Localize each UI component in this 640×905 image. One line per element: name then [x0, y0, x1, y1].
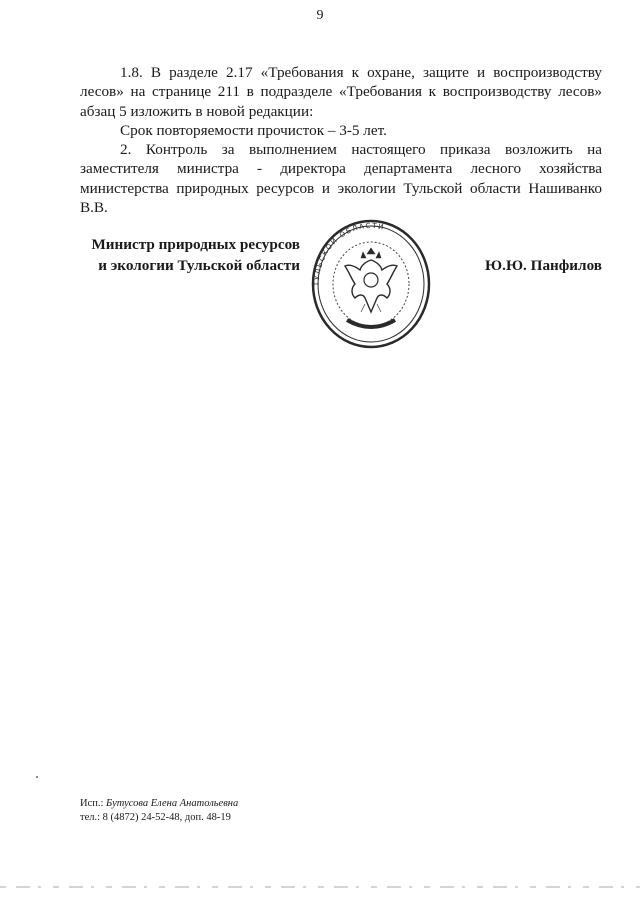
document-body: [80, 63, 602, 217]
official-seal-icon: [303, 212, 433, 352]
signature-title-line2: и экологии Тульской области: [98, 257, 300, 274]
seal-text: ТУЛЬСКОЙ ОБЛАСТИ: [312, 221, 386, 287]
executor-line: [80, 797, 238, 811]
signature-title-line1: Министр природных ресурсов: [91, 236, 300, 253]
signature-name: Ю.Ю. Панфилов: [485, 257, 602, 274]
executor-name: Бутусова Елена Анатольевна: [106, 798, 239, 809]
page-number: 9: [316, 8, 324, 23]
paragraph-1-8: 1.8. В разделе 2.17 «Требования к охране, защите и воспроизводству лесов» на странице 211 в подразделе «Требования к воспроизводству лесов» абзац 5 изложить в новой редакции:: [80, 64, 602, 120]
executor-phone: тел.: 8 (4872) 24-52-48, доп. 48-19: [80, 812, 231, 823]
scan-dot: [36, 776, 38, 778]
scan-artifact-line: [0, 886, 640, 888]
executor-info: [80, 797, 238, 825]
signature-title: [80, 234, 300, 276]
executor-label: Исп.:: [80, 798, 107, 809]
paragraph-2: 2. Контроль за выполнением настоящего приказа возложить на заместителя министра - директора департамента лесного хозяйства министерства природных ресурсов и экологии Тульской области Нашиванко В.В.: [80, 141, 602, 217]
paragraph-new-text: Срок повторяемости прочисток – 3-5 лет.: [120, 121, 387, 139]
svg-text:ТУЛЬСКОЙ ОБЛАСТИ: [313, 222, 386, 287]
